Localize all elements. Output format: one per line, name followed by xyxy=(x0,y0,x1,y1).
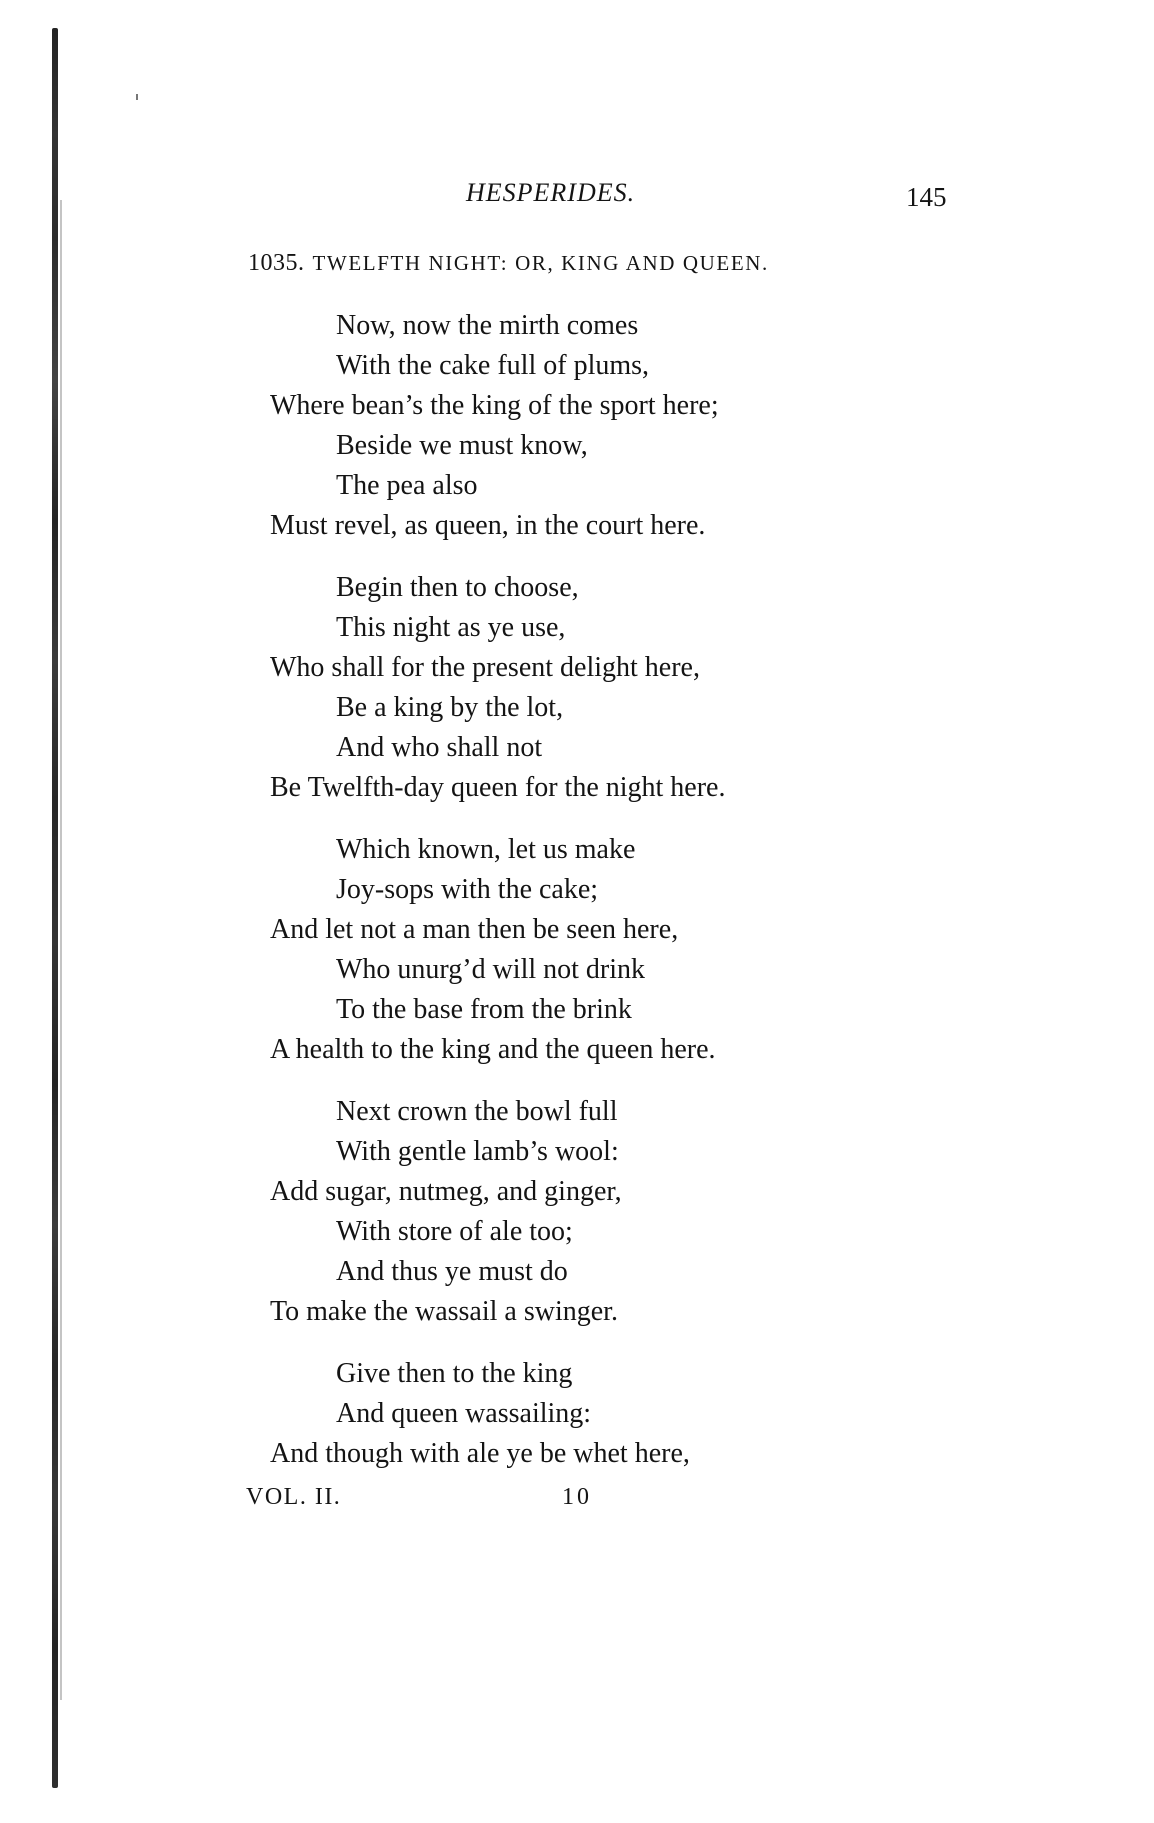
poem-line: With store of ale too; xyxy=(336,1216,573,1247)
poem-line: This night as ye use, xyxy=(336,612,566,643)
running-title: HESPERIDES. xyxy=(466,178,636,207)
poem-line: A health to the king and the queen here. xyxy=(270,1034,716,1065)
poem-line: Be a king by the lot, xyxy=(336,692,564,723)
poem-number: 1035. xyxy=(248,250,305,276)
binding-shadow xyxy=(60,200,62,1700)
poem-line: And who shall not xyxy=(336,732,543,763)
volume-signature: VOL. II. xyxy=(246,1484,342,1510)
sheet-signature: 10 xyxy=(562,1484,592,1510)
page-number: 145 xyxy=(906,182,947,212)
poem-title: TWELFTH NIGHT: OR, KING AND QUEEN. xyxy=(312,251,769,275)
poem-line: The pea also xyxy=(336,470,478,501)
poem-line: Joy-sops with the cake; xyxy=(336,874,599,905)
poem-line: With the cake full of plums, xyxy=(336,350,650,381)
poem-line: Who shall for the present delight here, xyxy=(270,652,700,683)
poem-line: Which known, let us make xyxy=(336,834,636,865)
poem-line: Who unurg’d will not drink xyxy=(336,954,646,985)
poem-line: Where bean’s the king of the sport here; xyxy=(270,390,719,421)
poem-line: Be Twelfth-day queen for the night here. xyxy=(270,772,726,803)
poem-line: And queen wassailing: xyxy=(336,1398,592,1429)
poem-line: Next crown the bowl full xyxy=(336,1096,618,1127)
poem-line: Must revel, as queen, in the court here. xyxy=(270,510,706,541)
poem-line: Beside we must know, xyxy=(336,430,588,461)
poem-line: And thus ye must do xyxy=(336,1256,568,1287)
poem-line: Give then to the king xyxy=(336,1358,573,1389)
poem-line: And though with ale ye be whet here, xyxy=(270,1438,690,1469)
poem-line: With gentle lamb’s wool: xyxy=(336,1136,619,1167)
poem-line: To make the wassail a swinger. xyxy=(270,1296,618,1327)
poem-line: Now, now the mirth comes xyxy=(336,310,639,341)
scan-speck xyxy=(136,94,138,100)
binding-edge xyxy=(52,28,58,1788)
poem-line: Begin then to choose, xyxy=(336,572,579,603)
poem-line: To the base from the brink xyxy=(336,994,632,1025)
poem-heading xyxy=(248,250,769,277)
poem-line: And let not a man then be seen here, xyxy=(270,914,679,945)
poem-line: Add sugar, nutmeg, and ginger, xyxy=(270,1176,622,1207)
